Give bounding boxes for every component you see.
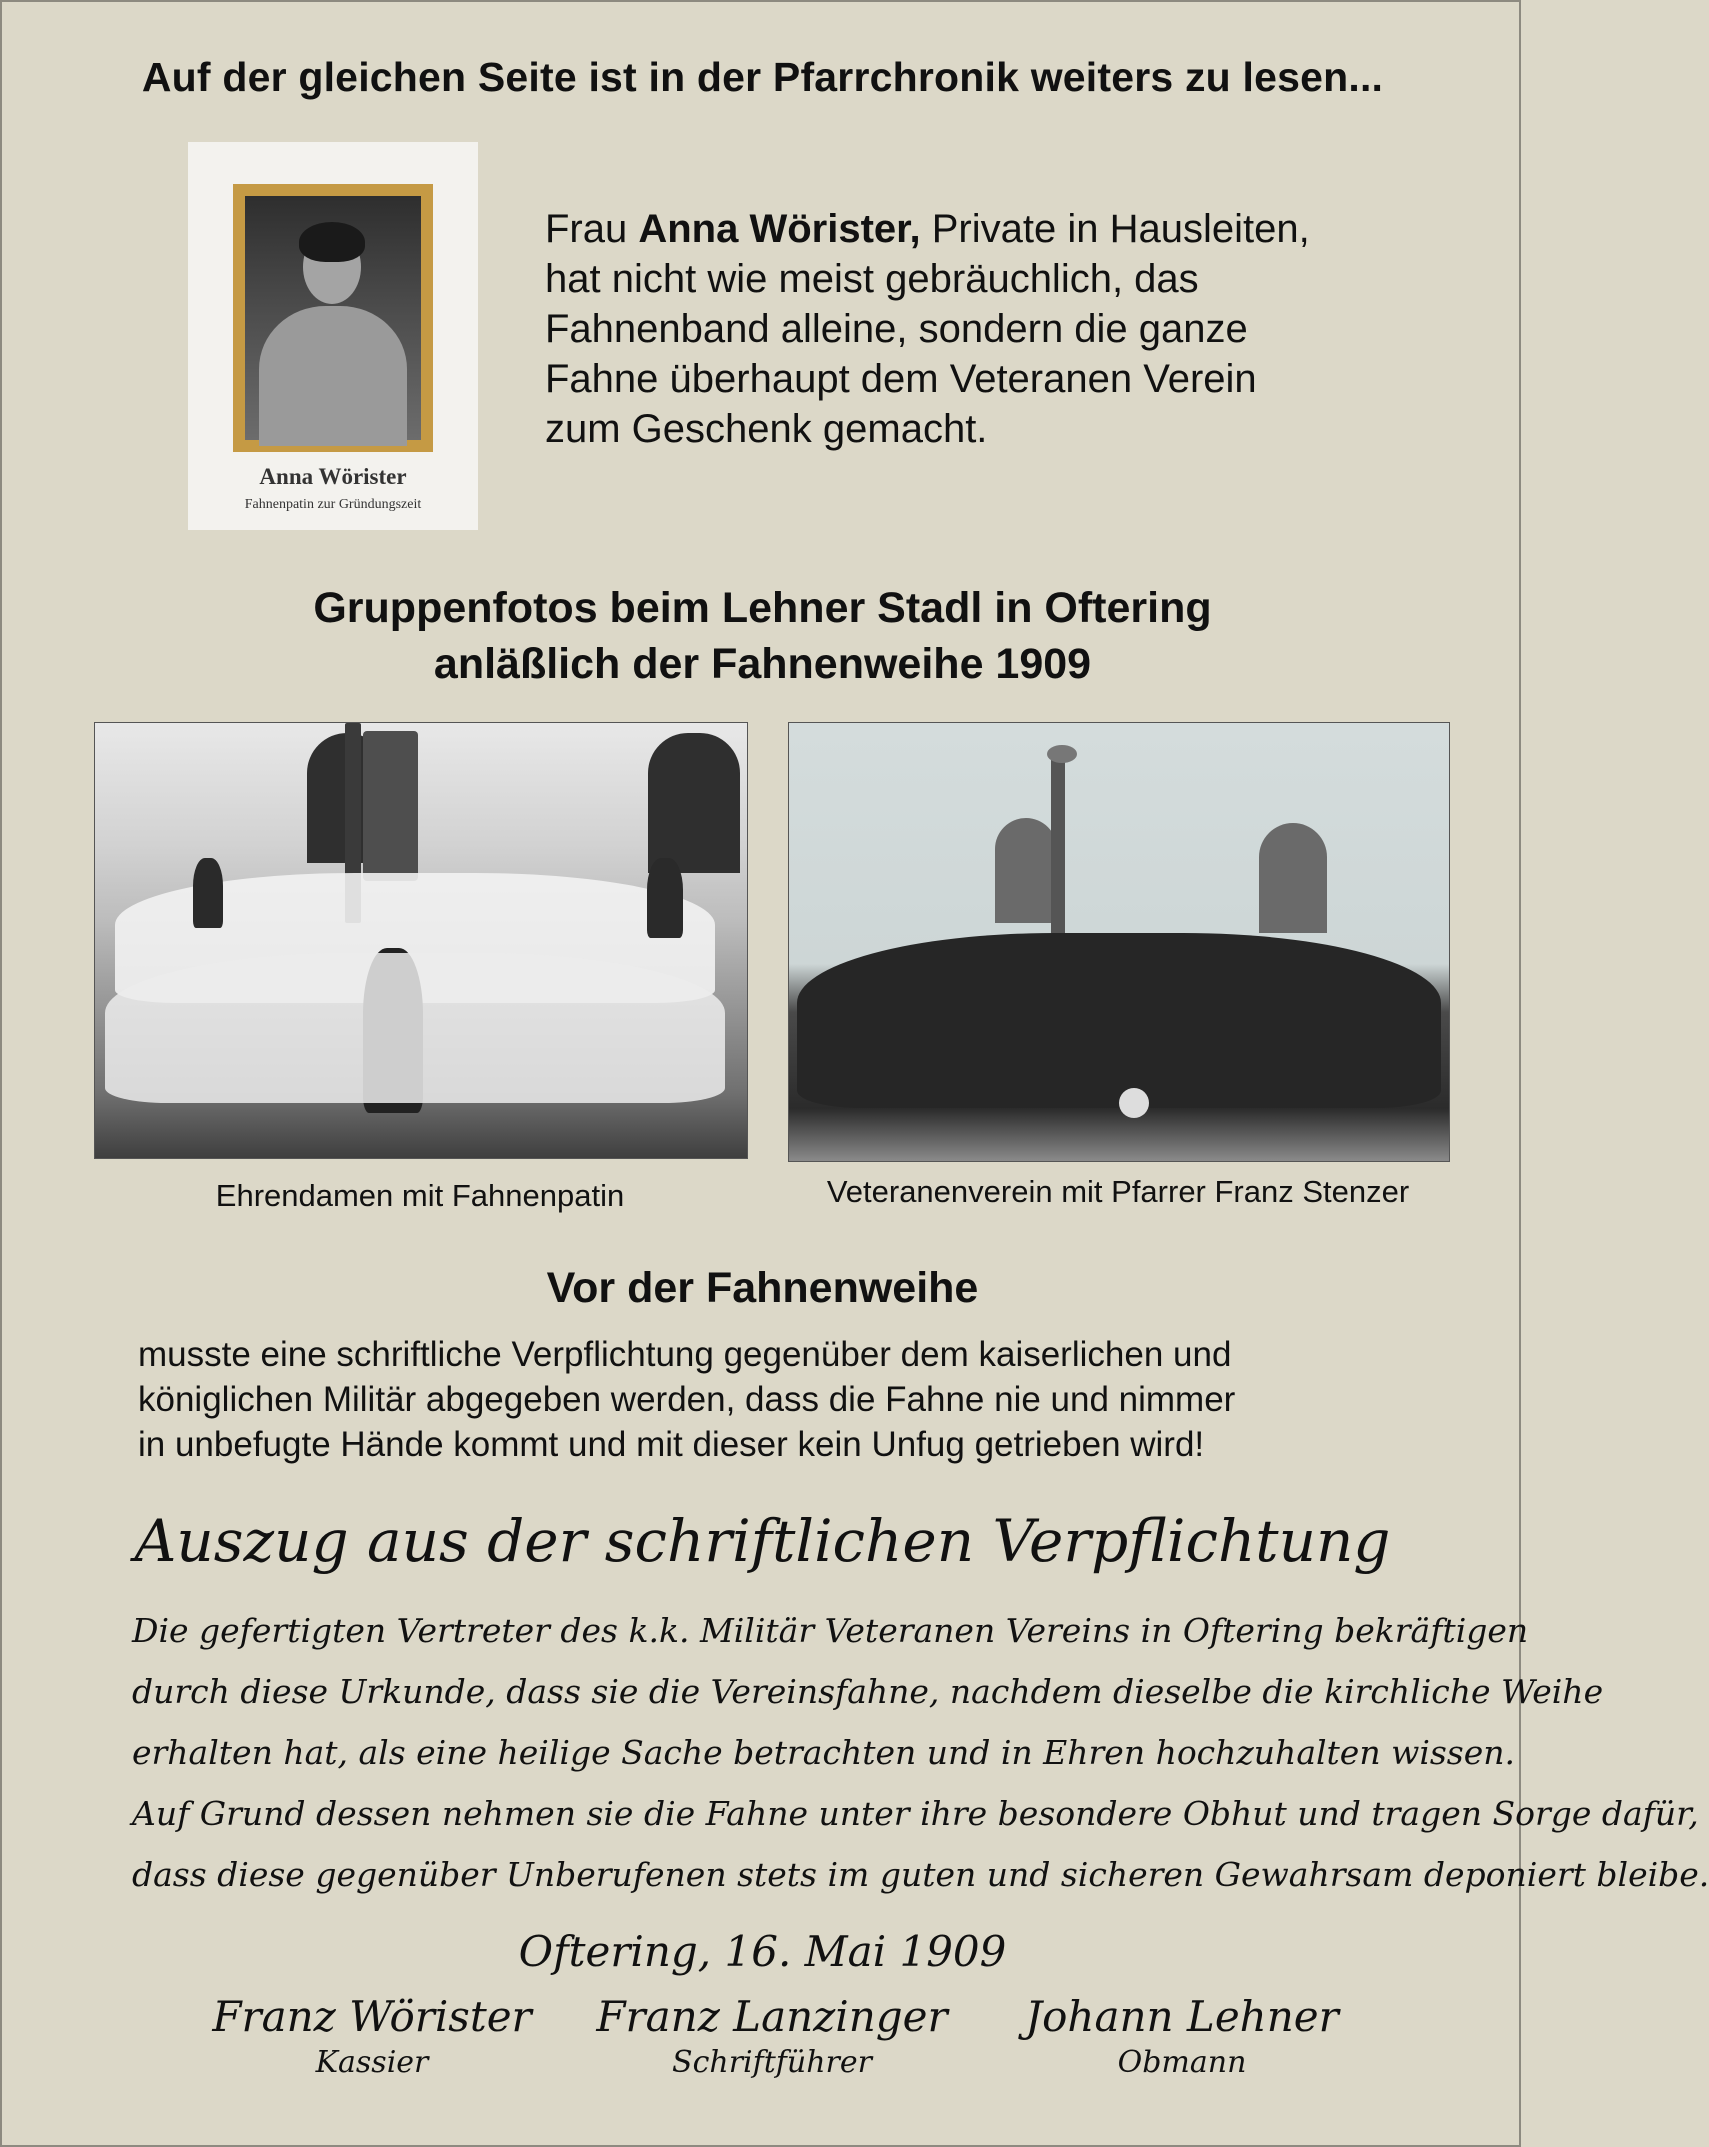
excerpt-line: durch diese Urkunde, dass sie die Vereinsfahne, nachdem dieselbe die kirchliche Weihe bbox=[132, 1672, 1604, 1711]
signature-role: Schriftführer bbox=[672, 2045, 872, 2080]
excerpt-text bbox=[132, 1600, 1709, 1905]
group-photos-heading-line2: anläßlich der Fahnenweihe 1909 bbox=[433, 640, 1092, 688]
signature-name: Franz Lanzinger bbox=[596, 1992, 948, 2041]
before-line: königlichen Militär abgegeben werden, dass die Fahne nie und nimmer bbox=[138, 1380, 1236, 1419]
excerpt-title: Auszug aus der schriftlichen Verpflichtung bbox=[134, 1507, 1391, 1575]
signature-kassier bbox=[162, 1992, 582, 2080]
portrait-subtitle: Fahnenpatin zur Gründungszeit bbox=[244, 497, 422, 512]
photo-ehrendamen bbox=[94, 722, 748, 1159]
signature-obmann bbox=[972, 1992, 1392, 2080]
portrait-frame bbox=[233, 184, 433, 452]
group-photos-heading-line1: Gruppenfotos beim Lehner Stadl in Oftering bbox=[313, 584, 1212, 632]
before-paragraph bbox=[138, 1332, 1438, 1467]
signature-role: Kassier bbox=[315, 2045, 429, 2080]
intro-line: zum Geschenk gemacht. bbox=[545, 407, 988, 451]
signature-schriftfuehrer bbox=[562, 1992, 982, 2080]
excerpt-line: Die gefertigten Vertreter des k.k. Militär Veteranen Vereins in Oftering bekräftigen bbox=[132, 1611, 1529, 1650]
excerpt-line: dass diese gegenüber Unberufenen stets im guten und sicheren Gewahrsam deponiert bleibe. bbox=[132, 1855, 1709, 1894]
portrait-card bbox=[188, 142, 478, 530]
before-line: musste eine schriftliche Verpflichtung gegenüber dem kaiserlichen und bbox=[138, 1335, 1232, 1374]
intro-paragraph bbox=[545, 204, 1485, 454]
excerpt-line: Auf Grund dessen nehmen sie die Fahne unter ihre besondere Obhut und tragen Sorge dafür, bbox=[132, 1794, 1699, 1833]
before-line: in unbefugte Hände kommt und mit dieser kein Unfug getrieben wird! bbox=[138, 1425, 1205, 1464]
page-title: Auf der gleichen Seite ist in der Pfarrchronik weiters zu lesen... bbox=[141, 54, 1384, 100]
signature-role: Obmann bbox=[1117, 2045, 1247, 2080]
caption-right: Veteranenverein mit Pfarrer Franz Stenzer bbox=[826, 1174, 1410, 1209]
excerpt-line: erhalten hat, als eine heilige Sache betrachten und in Ehren hochzuhalten wissen. bbox=[132, 1733, 1516, 1772]
intro-line: hat nicht wie meist gebräuchlich, das bbox=[545, 257, 1199, 301]
intro-name: Anna Wörister, bbox=[638, 207, 921, 251]
signature-name: Johann Lehner bbox=[1025, 1992, 1339, 2041]
place-date: Oftering, 16. Mai 1909 bbox=[518, 1927, 1007, 1976]
intro-line: Fahne überhaupt dem Veteranen Verein bbox=[545, 357, 1257, 401]
signature-name: Franz Wörister bbox=[212, 1992, 532, 2041]
intro-line1-rest: Private in Hausleiten, bbox=[920, 207, 1310, 251]
portrait-photo bbox=[245, 196, 421, 440]
portrait-name: Anna Wörister bbox=[259, 464, 407, 489]
before-heading: Vor der Fahnenweihe bbox=[546, 1264, 979, 1312]
intro-prefix: Frau bbox=[545, 207, 639, 251]
caption-left: Ehrendamen mit Fahnenpatin bbox=[215, 1178, 625, 1213]
photo-veteranenverein bbox=[788, 722, 1450, 1162]
intro-line: Fahnenband alleine, sondern die ganze bbox=[545, 307, 1248, 351]
